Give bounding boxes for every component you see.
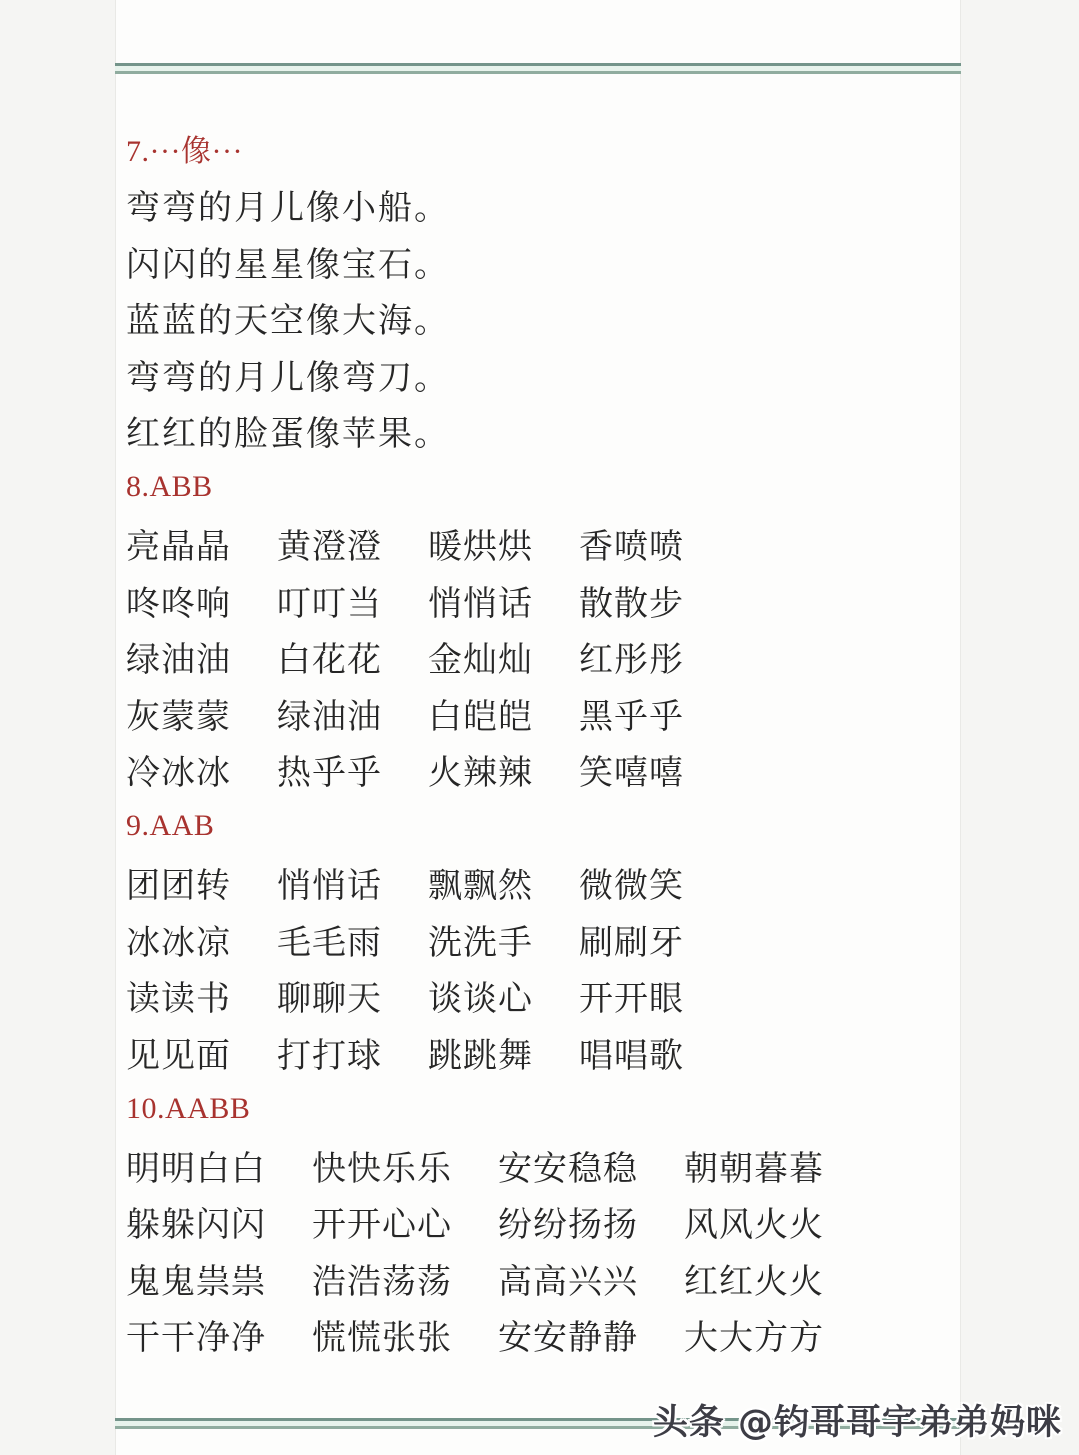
word-row bbox=[126, 1194, 960, 1251]
word-row bbox=[126, 911, 960, 968]
word: 白皑皑 bbox=[428, 698, 533, 736]
worksheet-page bbox=[115, 0, 961, 1455]
sentence-line: 弯弯的月儿像小船。 bbox=[126, 190, 450, 228]
word: 亮晶晶 bbox=[126, 529, 231, 567]
word-row bbox=[126, 855, 960, 912]
word: 朝朝暮暮 bbox=[684, 1150, 824, 1188]
word: 绿油油 bbox=[277, 698, 382, 736]
word: 浩浩荡荡 bbox=[312, 1263, 452, 1301]
word: 毛毛雨 bbox=[277, 924, 382, 962]
sentence-line: 弯弯的月儿像弯刀。 bbox=[126, 359, 450, 397]
word-row bbox=[126, 1250, 960, 1307]
word: 黑乎乎 bbox=[579, 698, 684, 736]
word-row bbox=[126, 572, 960, 629]
word-row bbox=[126, 516, 960, 573]
worksheet-content bbox=[126, 74, 960, 1363]
word: 风风火火 bbox=[684, 1207, 824, 1245]
word: 唱唱歌 bbox=[579, 1037, 684, 1075]
word: 悄悄话 bbox=[428, 585, 533, 623]
word: 干干净净 bbox=[126, 1320, 266, 1358]
aab-word-grid bbox=[126, 855, 960, 1081]
word: 黄澄澄 bbox=[277, 529, 382, 567]
word: 冷冰冰 bbox=[126, 755, 231, 793]
word: 洗洗手 bbox=[428, 924, 533, 962]
word: 纷纷扬扬 bbox=[498, 1207, 638, 1245]
word: 高高兴兴 bbox=[498, 1263, 638, 1301]
word-row bbox=[126, 629, 960, 686]
section-heading-like: 7.···像··· bbox=[126, 135, 243, 169]
word: 暖烘烘 bbox=[428, 529, 533, 567]
word-row bbox=[126, 742, 960, 799]
word: 火辣辣 bbox=[428, 755, 533, 793]
word: 大大方方 bbox=[684, 1320, 824, 1358]
word: 热乎乎 bbox=[277, 755, 382, 793]
word: 安安稳稳 bbox=[498, 1150, 638, 1188]
section-heading-abb: 8.ABB bbox=[126, 470, 213, 504]
word: 读读书 bbox=[126, 981, 231, 1019]
word: 安安静静 bbox=[498, 1320, 638, 1358]
word: 红彤彤 bbox=[579, 642, 684, 680]
word: 刷刷牙 bbox=[579, 924, 684, 962]
word: 明明白白 bbox=[126, 1150, 266, 1188]
word: 红红火火 bbox=[684, 1263, 824, 1301]
word: 灰蒙蒙 bbox=[126, 698, 231, 736]
section-aabb bbox=[126, 1081, 960, 1364]
word-row bbox=[126, 685, 960, 742]
word: 谈谈心 bbox=[428, 981, 533, 1019]
word: 快快乐乐 bbox=[312, 1150, 452, 1188]
word: 打打球 bbox=[277, 1037, 382, 1075]
word: 聊聊天 bbox=[277, 981, 382, 1019]
word: 悄悄话 bbox=[277, 868, 382, 906]
aabb-word-grid bbox=[126, 1137, 960, 1363]
sentence-line: 蓝蓝的天空像大海。 bbox=[126, 303, 450, 341]
word: 开开眼 bbox=[579, 981, 684, 1019]
sentence-list bbox=[126, 177, 960, 460]
top-double-rule bbox=[115, 63, 961, 74]
word: 慌慌张张 bbox=[312, 1320, 452, 1358]
section-heading-aab: 9.AAB bbox=[126, 809, 215, 843]
word-row bbox=[126, 1024, 960, 1081]
word: 香喷喷 bbox=[579, 529, 684, 567]
word: 白花花 bbox=[277, 642, 382, 680]
sentence-line: 闪闪的星星像宝石。 bbox=[126, 246, 450, 284]
word-row bbox=[126, 968, 960, 1025]
word: 笑嘻嘻 bbox=[579, 755, 684, 793]
word: 金灿灿 bbox=[428, 642, 533, 680]
word: 微微笑 bbox=[579, 868, 684, 906]
word: 开开心心 bbox=[312, 1207, 452, 1245]
section-like-sentences bbox=[126, 120, 960, 459]
word: 跳跳舞 bbox=[428, 1037, 533, 1075]
word: 见见面 bbox=[126, 1037, 231, 1075]
word-row bbox=[126, 1307, 960, 1364]
word: 鬼鬼祟祟 bbox=[126, 1263, 266, 1301]
word: 叮叮当 bbox=[277, 585, 382, 623]
abb-word-grid bbox=[126, 516, 960, 799]
section-aab bbox=[126, 798, 960, 1081]
word: 冰冰凉 bbox=[126, 924, 231, 962]
word: 咚咚响 bbox=[126, 585, 231, 623]
word: 绿油油 bbox=[126, 642, 231, 680]
word: 躲躲闪闪 bbox=[126, 1207, 266, 1245]
section-abb bbox=[126, 459, 960, 798]
word: 团团转 bbox=[126, 868, 231, 906]
word: 散散步 bbox=[579, 585, 684, 623]
sentence-line: 红红的脸蛋像苹果。 bbox=[126, 416, 450, 454]
word-row bbox=[126, 1137, 960, 1194]
section-heading-aabb: 10.AABB bbox=[126, 1091, 251, 1125]
toutiao-watermark: 头条 @钧哥哥宇弟弟妈咪 bbox=[652, 1403, 1062, 1443]
word: 飘飘然 bbox=[428, 868, 533, 906]
